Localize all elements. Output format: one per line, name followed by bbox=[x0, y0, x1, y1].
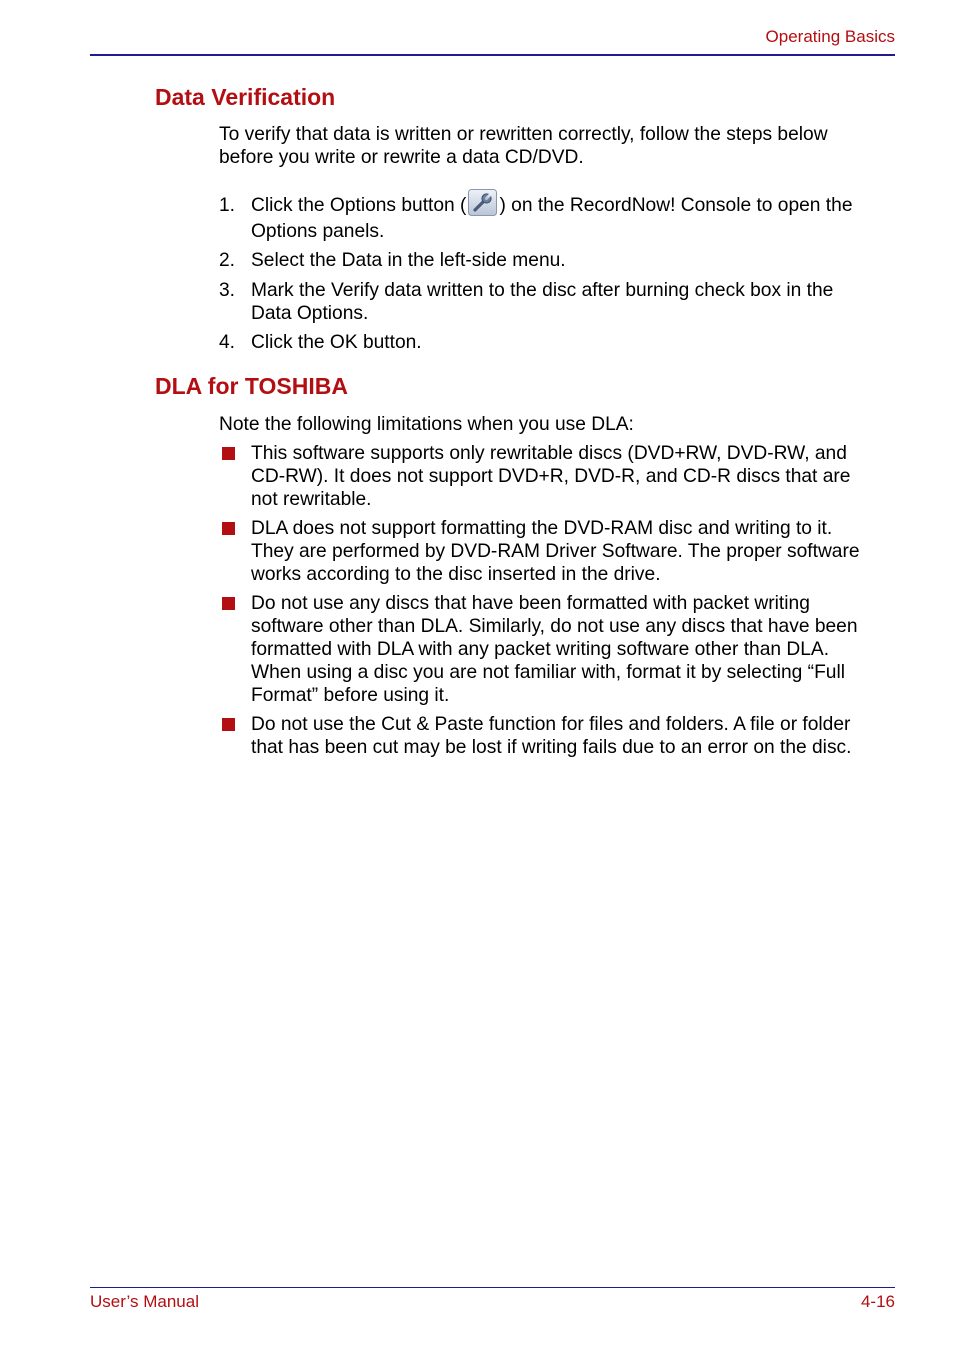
section-title-data-verification: Data Verification bbox=[155, 84, 336, 110]
footer-manual-title: User’s Manual bbox=[90, 1292, 199, 1311]
step-text-line: Data Options. bbox=[251, 303, 369, 324]
intro-line: To verify that data is written or rewritten correctly, follow the steps below bbox=[219, 124, 828, 145]
bullet-line: When using a disc you are not familiar with, format it by selecting “Full bbox=[251, 662, 845, 683]
step-text-after-icon: ) on the RecordNow! Console to open the bbox=[499, 195, 853, 216]
bullet-square-icon bbox=[222, 447, 235, 460]
dla-intro: Note the following limitations when you use DLA: bbox=[219, 414, 634, 435]
bullet-line: This software supports only rewritable discs (DVD+RW, DVD-RW, and bbox=[251, 443, 847, 464]
step-number: 4. bbox=[219, 332, 236, 353]
bullet-square-icon bbox=[222, 522, 235, 535]
step-text-line: Select the Data in the left-side menu. bbox=[251, 250, 566, 271]
step-text-line: Options panels. bbox=[251, 221, 385, 242]
bullet-square-icon bbox=[222, 597, 235, 610]
step-text-before-icon: Click the Options button ( bbox=[251, 195, 467, 216]
step-number: 3. bbox=[219, 280, 236, 301]
bullet-line: that has been cut may be lost if writing fails due to an error on the disc. bbox=[251, 737, 852, 758]
step-text bbox=[251, 331, 896, 354]
intro-line: before you write or rewrite a data CD/DVD. bbox=[219, 147, 584, 168]
bullet-line: works according to the disc inserted in the drive. bbox=[251, 564, 661, 585]
bullet-line: Format” before using it. bbox=[251, 685, 450, 706]
data-verification-intro bbox=[219, 123, 899, 169]
section-title-dla: DLA for TOSHIBA bbox=[155, 373, 348, 399]
page-number: 4-16 bbox=[860, 1292, 895, 1311]
step-text bbox=[251, 249, 896, 272]
bullet-text bbox=[251, 517, 896, 586]
step-number: 1. bbox=[219, 195, 236, 216]
bullet-line: not rewritable. bbox=[251, 489, 372, 510]
step-number: 2. bbox=[219, 250, 236, 271]
bullet-text bbox=[251, 592, 896, 707]
bullet-line: CD-RW). It does not support DVD+R, DVD-R, and CD-R discs that are bbox=[251, 466, 851, 487]
bullet-line: software other than DLA. Similarly, do not use any discs that have been bbox=[251, 616, 858, 637]
bullet-line: Do not use any discs that have been formatted with packet writing bbox=[251, 593, 810, 614]
step-text-line: Click the OK button. bbox=[251, 332, 422, 353]
bullet-line: They are performed by DVD-RAM Driver Software. The proper software bbox=[251, 541, 860, 562]
bullet-text bbox=[251, 442, 896, 511]
bullet-square-icon bbox=[222, 718, 235, 731]
options-wrench-icon bbox=[468, 189, 497, 216]
header-rule bbox=[90, 54, 895, 56]
bullet-line: Do not use the Cut & Paste function for files and folders. A file or folder bbox=[251, 714, 851, 735]
bullet-line: DLA does not support formatting the DVD-RAM disc and writing to it. bbox=[251, 518, 833, 539]
footer-rule bbox=[90, 1287, 895, 1288]
step-text-line: Mark the Verify data written to the disc after burning check box in the bbox=[251, 280, 834, 301]
step-text bbox=[251, 279, 896, 325]
bullet-line: formatted with DLA with any packet writing software other than DLA. bbox=[251, 639, 830, 660]
bullet-text bbox=[251, 713, 896, 759]
running-header: Operating Basics bbox=[765, 27, 895, 46]
step-text bbox=[251, 194, 896, 243]
